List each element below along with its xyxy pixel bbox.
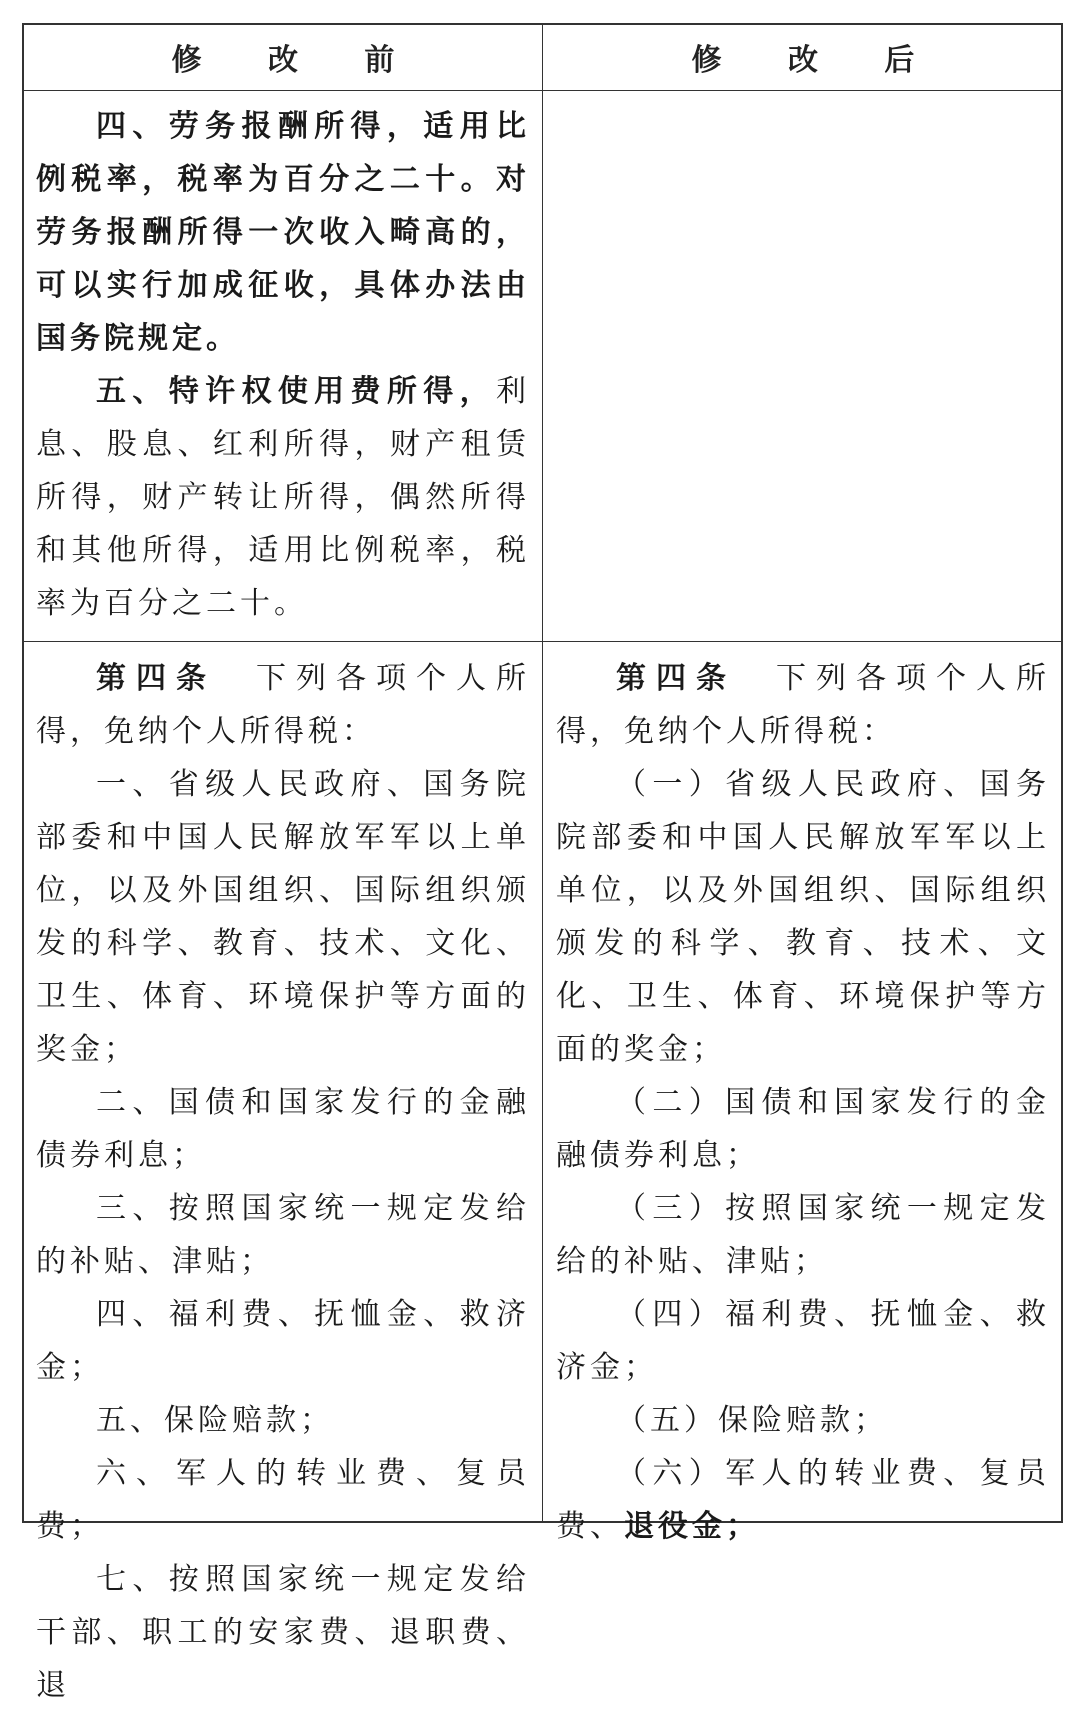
row2-after-article-head: 第四条 <box>616 661 736 696</box>
row2-after-article-intro: 下列各项个人所得，免纳个人所得税： <box>556 661 1050 749</box>
row-divider-header <box>22 90 1063 91</box>
row2-after-item-1: （一）省级人民政府、国务院部委和中国人民解放军军以上单位，以及外国组织、国际组织颁发的科学、教育、技术、文化、卫生、体育、环境保护等方面的奖金； <box>556 767 1050 1067</box>
row-divider-middle <box>22 641 1063 642</box>
row2-before-item-3: 三、按照国家统一规定发给的补贴、津贴； <box>36 1191 530 1279</box>
row2-after-item-4: （四）福利费、抚恤金、救济金； <box>556 1297 1050 1385</box>
row1-before-para2-bold: 五、特许权使用费所得， <box>96 374 496 409</box>
row2-after-item-6 <box>556 1447 1050 1553</box>
header-after: 修 改 后 <box>691 43 943 78</box>
row2-after-item-6-bold: 退役金； <box>624 1509 760 1544</box>
row2-after-item-5: （五）保险赔款； <box>616 1403 888 1438</box>
row1-before-cell <box>36 100 530 630</box>
row1-before-para2 <box>36 365 530 630</box>
header-before: 修 改 前 <box>171 43 423 78</box>
row1-before-para2-rest: 利息、股息、红利所得，财产租赁所得，财产转让所得，偶然所得和其他所得，适用比例税率，税率为百分之二十。 <box>36 374 530 621</box>
row2-before-item-1: 一、省级人民政府、国务院部委和中国人民解放军军以上单位，以及外国组织、国际组织颁发的科学、教育、技术、文化、卫生、体育、环境保护等方面的奖金； <box>36 767 530 1067</box>
row2-after-article <box>556 652 1050 758</box>
row1-before-para1: 四、劳务报酬所得，适用比例税率，税率为百分之二十。对劳务报酬所得一次收入畸高的，可以实行加成征收，具体办法由国务院规定。 <box>36 109 530 356</box>
row2-after-cell <box>556 652 1050 1553</box>
row2-before-cell <box>36 652 530 1712</box>
row2-before-item-7: 七、按照国家统一规定发给干部、职工的安家费、退职费、退 <box>36 1562 530 1703</box>
row2-before-article <box>36 652 530 758</box>
row2-before-article-head: 第四条 <box>96 661 216 696</box>
row2-before-article-intro: 下列各项个人所得，免纳个人所得税： <box>36 661 530 749</box>
column-divider <box>542 23 543 1523</box>
row2-before-item-5: 五、保险赔款； <box>96 1403 334 1438</box>
row2-after-item-6-plain: （六）军人的转业费、复员费、 <box>556 1456 1050 1544</box>
row2-after-item-3: （三）按照国家统一规定发给的补贴、津贴； <box>556 1191 1050 1279</box>
row2-after-item-2: （二）国债和国家发行的金融债券利息； <box>556 1085 1050 1173</box>
row2-before-item-6: 六、军人的转业费、复员费； <box>36 1456 530 1544</box>
row2-before-item-4: 四、福利费、抚恤金、救济金； <box>36 1297 530 1385</box>
row2-before-item-2: 二、国债和国家发行的金融债券利息； <box>36 1085 530 1173</box>
